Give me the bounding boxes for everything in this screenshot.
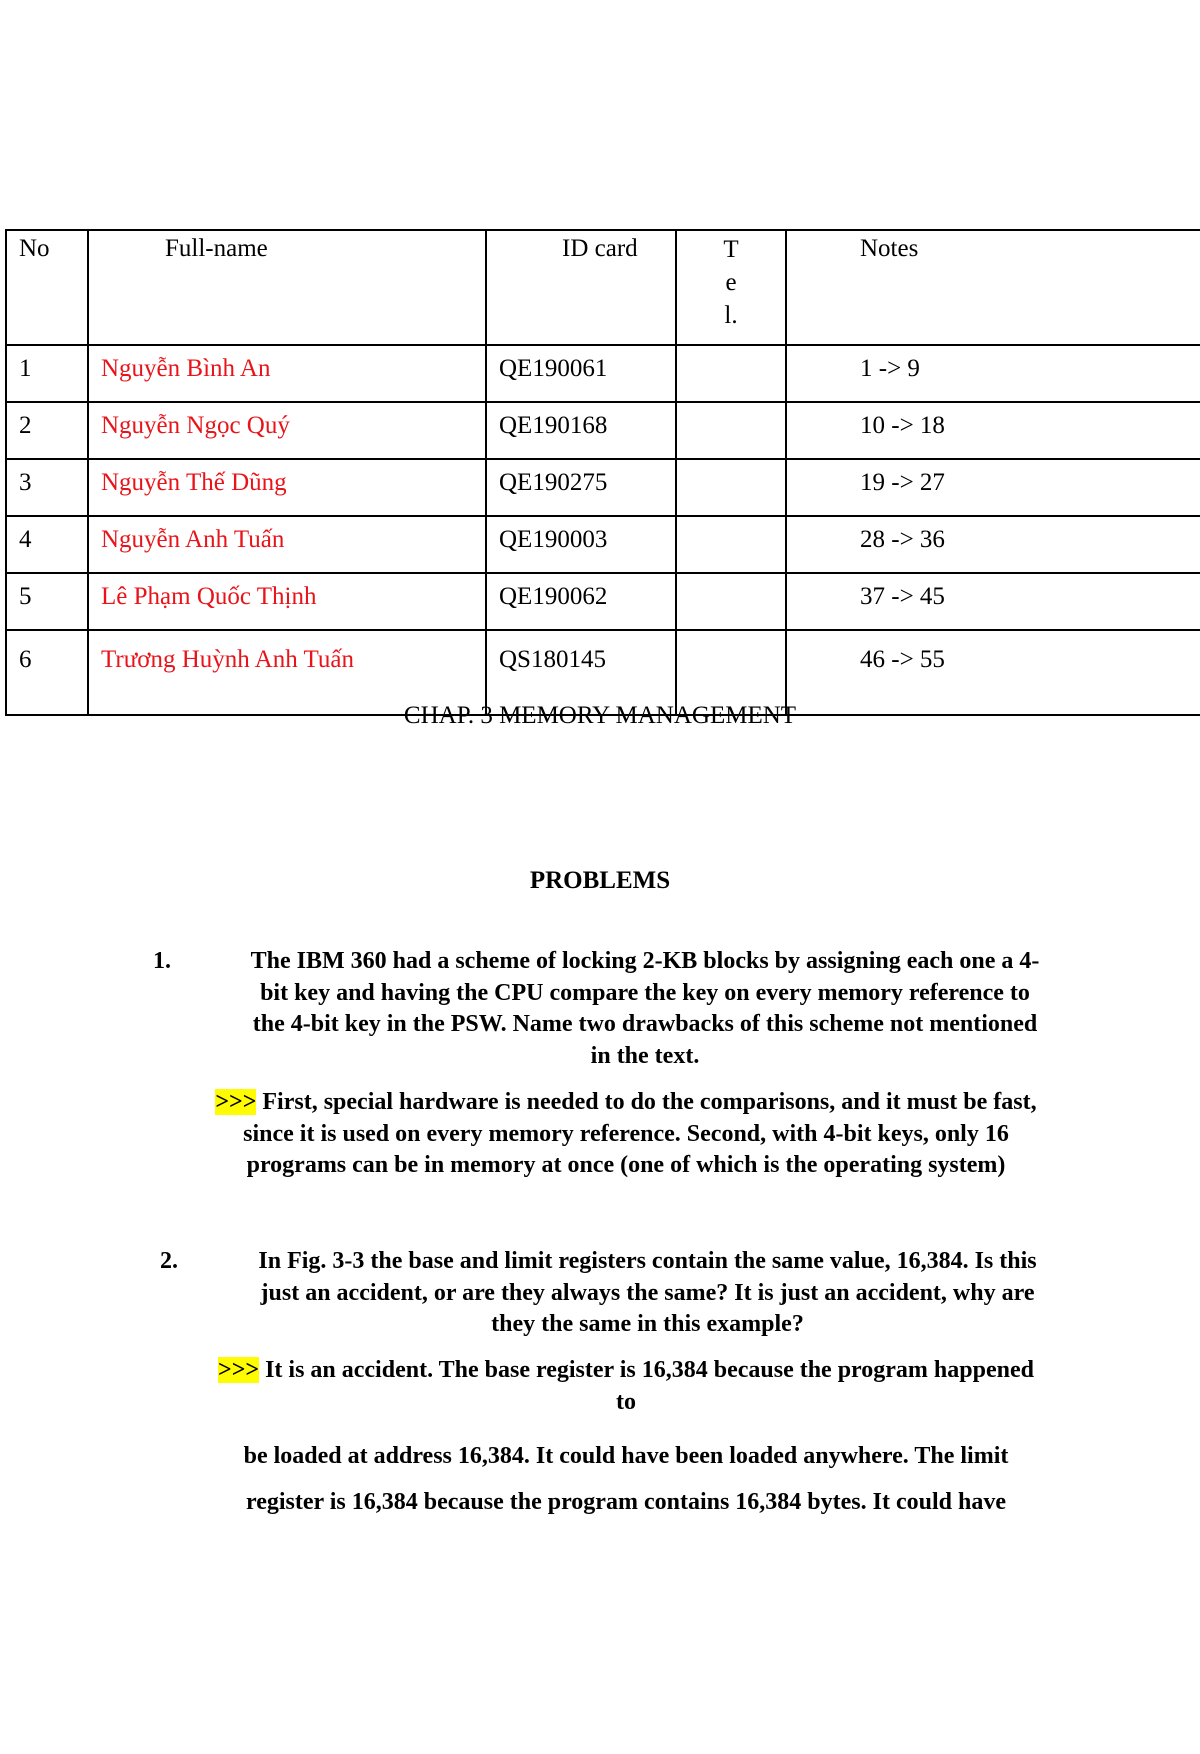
- answer-marker-highlight: >>>: [215, 1089, 257, 1115]
- cell-id-card: QE190062: [486, 573, 676, 630]
- cell-no: 4: [6, 516, 88, 573]
- header-no: No: [6, 230, 88, 345]
- cell-tel: [676, 516, 786, 573]
- header-tel-letter: l.: [724, 302, 738, 329]
- problem-answer: [157, 1355, 1095, 1418]
- header-full-name: Full-name: [88, 230, 486, 345]
- cell-notes: 46 -> 55: [786, 630, 1200, 715]
- question-line: In Fig. 3-3 the base and limit registers contain the same value, 16,384. Is this: [258, 1248, 1037, 1274]
- cell-no: 6: [6, 630, 88, 715]
- cell-no: 1: [6, 345, 88, 402]
- answer-line: to: [616, 1388, 636, 1415]
- answer-text: It is an accident. The base register is 16,384 because the program happened: [259, 1357, 1034, 1383]
- problem-question: [200, 1246, 1095, 1341]
- answer-line: register is 16,384 because the program contains 16,384 bytes. It could have: [246, 1489, 1006, 1515]
- problem-question: [195, 946, 1095, 1072]
- cell-full-name: Lê Phạm Quốc Thịnh: [88, 573, 486, 630]
- question-line: just an accident, or are they always the same? It is just an accident, why are: [260, 1279, 1035, 1306]
- cell-tel: [676, 345, 786, 402]
- cell-full-name: Nguyễn Ngọc Quý: [88, 402, 486, 459]
- answer-continuation: [157, 1433, 1095, 1525]
- cell-id-card: QE190168: [486, 402, 676, 459]
- problem-number: 2.: [160, 1248, 178, 1274]
- cell-notes: 10 -> 18: [786, 402, 1200, 459]
- cell-no: 5: [6, 573, 88, 630]
- question-line: in the text.: [590, 1042, 700, 1069]
- cell-notes: 37 -> 45: [786, 573, 1200, 630]
- cell-no: 2: [6, 402, 88, 459]
- table-row: [6, 459, 1200, 516]
- cell-notes: 19 -> 27: [786, 459, 1200, 516]
- cell-id-card: QS180145: [486, 630, 676, 715]
- team-table: [5, 229, 1200, 716]
- cell-full-name: Nguyễn Thế Dũng: [88, 459, 486, 516]
- cell-notes: 1 -> 9: [786, 345, 1200, 402]
- table-row: [6, 573, 1200, 630]
- cell-full-name: Nguyễn Anh Tuấn: [88, 516, 486, 573]
- cell-id-card: QE190275: [486, 459, 676, 516]
- table-row: [6, 516, 1200, 573]
- cell-tel: [676, 402, 786, 459]
- header-id-card: ID card: [486, 230, 676, 345]
- answer-line: [157, 1087, 1095, 1119]
- answer-line: be loaded at address 16,384. It could have been loaded anywhere. The limit: [243, 1443, 1009, 1469]
- table-header-row: [6, 230, 1200, 345]
- answer-line: [157, 1355, 1095, 1387]
- table-row: [6, 402, 1200, 459]
- header-tel-letter: T: [723, 236, 739, 263]
- answer-marker-highlight: >>>: [218, 1357, 260, 1383]
- chapter-title: CHAP. 3 MEMORY MANAGEMENT: [403, 702, 797, 729]
- problems-title: PROBLEMS: [529, 867, 671, 894]
- answer-text: First, special hardware is needed to do the comparisons, and it must be fast,: [256, 1089, 1037, 1115]
- cell-id-card: QE190003: [486, 516, 676, 573]
- problem-number: 1.: [153, 948, 171, 974]
- question-line: bit key and having the CPU compare the key on every memory reference to: [260, 979, 1030, 1006]
- cell-notes: 28 -> 36: [786, 516, 1200, 573]
- cell-id-card: QE190061: [486, 345, 676, 402]
- cell-no: 3: [6, 459, 88, 516]
- answer-line: programs can be in memory at once (one of which is the operating system): [246, 1152, 1006, 1178]
- header-tel: [676, 230, 786, 345]
- question-line: they the same in this example?: [491, 1311, 804, 1337]
- problem-answer: [157, 1087, 1095, 1182]
- cell-full-name: Trương Huỳnh Anh Tuấn: [88, 630, 486, 715]
- header-notes: Notes: [786, 230, 1200, 345]
- answer-line: since it is used on every memory reference. Second, with 4-bit keys, only 16: [243, 1120, 1009, 1147]
- cell-tel: [676, 459, 786, 516]
- header-tel-letter: e: [725, 269, 737, 296]
- question-line: The IBM 360 had a scheme of locking 2-KB blocks by assigning each one a 4-: [250, 948, 1040, 974]
- cell-full-name: Nguyễn Bình An: [88, 345, 486, 402]
- cell-tel: [676, 573, 786, 630]
- table-row: [6, 345, 1200, 402]
- question-line: the 4-bit key in the PSW. Name two drawbacks of this scheme not mentioned: [252, 1011, 1038, 1037]
